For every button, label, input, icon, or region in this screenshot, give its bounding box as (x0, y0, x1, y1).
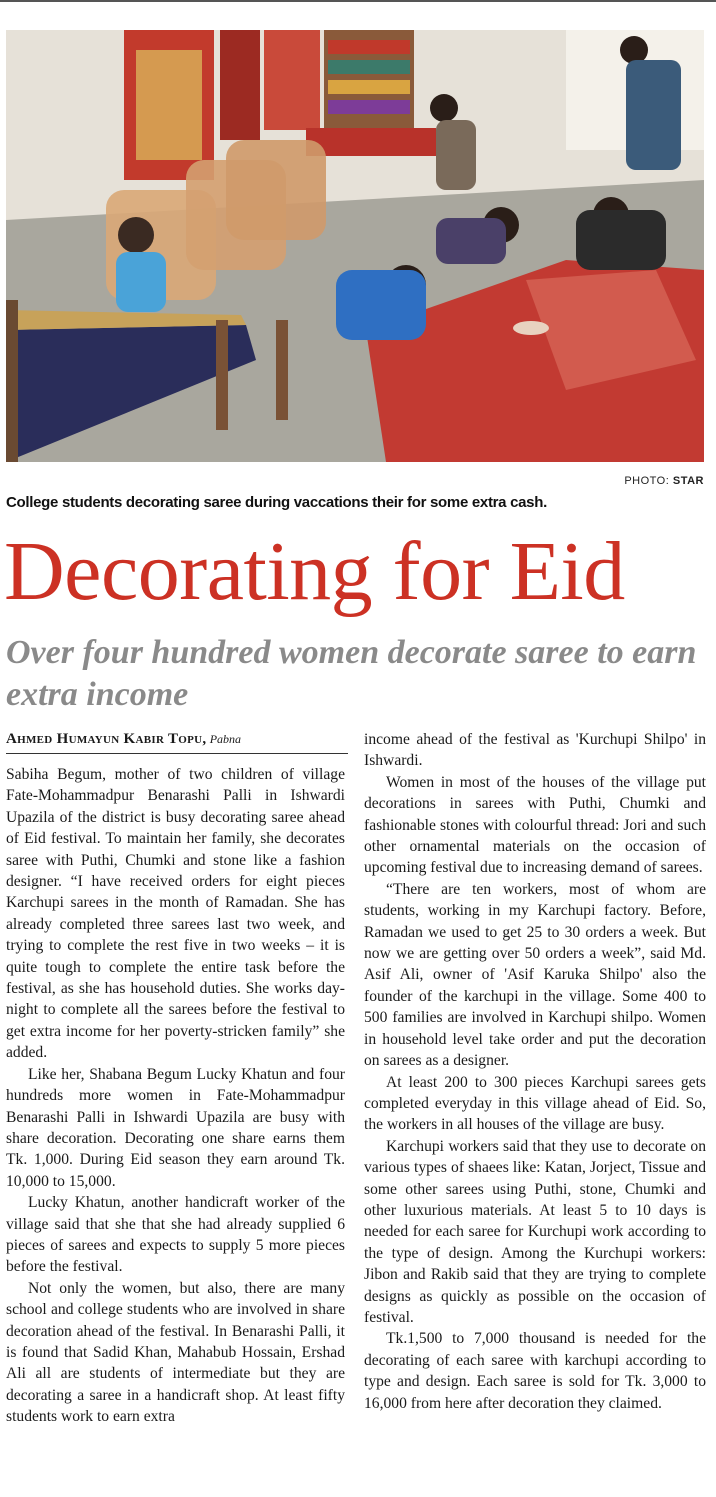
paragraph: At least 200 to 300 pieces Karchupi sarees gets completed everyday in this village ahead of Eid. So, the workers in all houses of the village are busy. (364, 1073, 706, 1134)
paragraph: Not only the women, but also, there are many school and college students who are involved in share decoration ahead of the festival. In Benarashi Palli, it is found that Sadid Khan, Mahabub Hossain, Ershad Ali all are students of intermediate but they are decorating a saree in a handicraft shop. At least fifty students work to earn extra (6, 1279, 345, 1426)
byline-author: Ahmed Humayun Kabir Topu, (6, 731, 207, 747)
byline-location: Pabna (209, 732, 242, 746)
article-column-1 (6, 764, 345, 1497)
paragraph: Sabiha Begum, mother of two children of village Fate-Mohammadpur Benarashi Palli in Ishwardi Upazila of the district is busy decorating saree ahead of Eid festival. To maintain her family, she decorates saree with Puthi, Chumki and stone like a fashion designer. “I have received orders for eight pieces Karchupi sarees in the month of Ramadan. She has already completed three sarees last two week, and trying to complete the rest five in two weeks – it is quite tough to complete the entire task before the festival, as she has household duties. She works day-night to complete all the sarees before the festival to get extra income for her poverty-stricken family” she added. (6, 766, 345, 1062)
paragraph: Karchupi workers said that they use to decorate on various types of shaees like: Katan, Jorject, Tissue and some other sarees using Puthi, stone, Chumki and other luxurious materials. At least 5 to 10 days is needed for each saree for Kurchupi work according to the type of design. Among the Kurchupi workers: Jibon and Rakib said that they are trying to complete designs as quickly as possible on the occasion of festival. (364, 1137, 706, 1326)
paragraph: “There are ten workers, most of whom are students, working in my Karchupi factory. Before, Ramadan we used to get 25 to 30 orders a week. But now we are getting over 50 orders a week”, said Md. Asif Ali, owner of 'Asif Karuka Shilpo' also the founder of the karchupi in the village. Some 400 to 500 families are involved in Karchupi shilpo. Women in household level take order and put the decoration on sarees as a designer. (364, 880, 706, 1070)
subheadline: Over four hundred women decorate saree to earn extra income (6, 634, 697, 713)
paragraph: Tk.1,500 to 7,000 thousand is needed for the decorating of each saree with karchupi according to type and design. Each saree is sold for Tk. 3,000 to 16,000 from here after decoration they claimed. (364, 1330, 706, 1412)
byline-divider (6, 753, 348, 754)
headline: Decorating for Eid (4, 525, 625, 618)
paragraph: Like her, Shabana Begum Lucky Khatun and four hundreds more women in Fate-Mohammadpur Benarashi Palli in Ishwardi Upazila are busy with share decoration. Decorating one share earns them Tk. 1,000. During Eid season they earn around Tk. 10,000 to 15,000. (6, 1065, 345, 1190)
photo-credit (624, 475, 704, 487)
article-column-2 (364, 729, 706, 1497)
top-rule (0, 0, 716, 2)
photo-credit-label: PHOTO: (624, 475, 670, 487)
photo-caption: College students decorating saree during vaccations their for some extra cash. (6, 494, 547, 511)
paragraph: Lucky Khatun, another handicraft worker of the village said that she that she had already supplied 6 pieces of sarees and expects to supply 5 more pieces before the festival. (6, 1194, 345, 1276)
paragraph: Women in most of the houses of the village put decorations in sarees with Puthi, Chumki and fashionable stones with colourful thread: Jori and such other ornamental materials on the occasion of upcoming festival due to increasing demand of sarees. (364, 773, 706, 877)
article-photo (6, 30, 704, 462)
paragraph: income ahead of the festival as 'Kurchupi Shilpo' in Ishwardi. (364, 731, 706, 770)
byline (6, 731, 348, 748)
photo-credit-source: STAR (672, 475, 704, 487)
